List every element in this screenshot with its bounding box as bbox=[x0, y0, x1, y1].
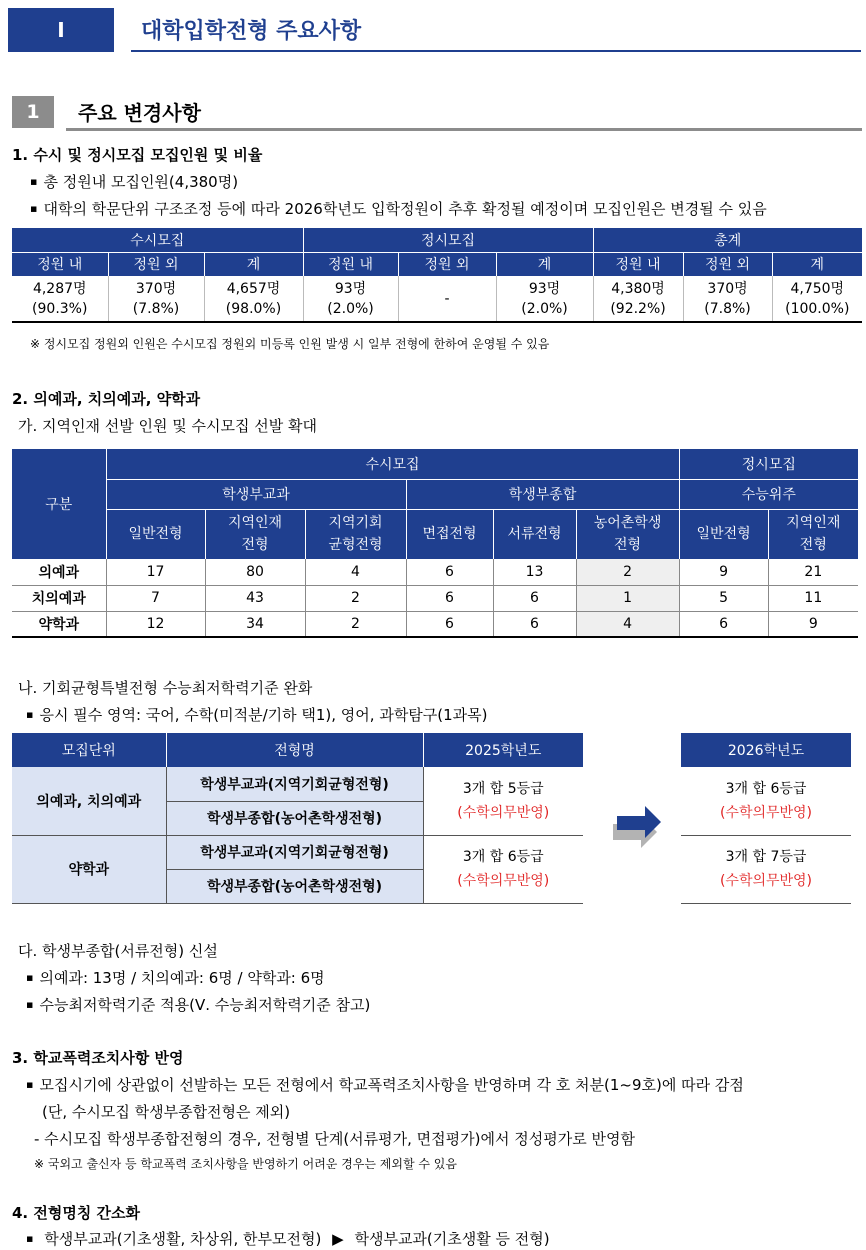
col-header: 정원 내 bbox=[303, 252, 398, 276]
quota-cell bbox=[12, 276, 108, 322]
bullet-2c-1 bbox=[26, 967, 325, 988]
cell-ratio: (2.0%) bbox=[521, 300, 568, 317]
gubun-header: 구분 bbox=[12, 449, 106, 559]
bullet-text: 총 정원내 모집인원(4,380명) bbox=[43, 173, 239, 191]
table-cell: 2 bbox=[576, 559, 679, 585]
type-cell: 학생부종합(농어촌학생전형) bbox=[166, 869, 423, 903]
med-col-row bbox=[12, 509, 858, 559]
h-unit: 모집단위 bbox=[12, 733, 166, 767]
table-cell: 6 bbox=[679, 611, 768, 637]
math-note: (수학의무반영) bbox=[457, 804, 550, 821]
h-2025: 2025학년도 bbox=[465, 743, 542, 759]
section-number: 1 bbox=[26, 101, 40, 123]
susi-header: 수시모집 bbox=[106, 449, 679, 479]
quota-cell bbox=[496, 276, 593, 322]
cell-count: 93명 bbox=[528, 280, 561, 297]
cell-count: - bbox=[444, 290, 450, 307]
col-header: 정원 내 bbox=[593, 252, 683, 276]
table-row bbox=[12, 611, 858, 637]
med-col-header bbox=[106, 509, 205, 559]
table-cell: 6 bbox=[406, 611, 493, 637]
row-header: 치의예과 bbox=[12, 585, 106, 611]
bullet-3-1-cont: (단, 수시모집 학생부종합전형은 제외) bbox=[42, 1103, 291, 1121]
chapter-title-bar bbox=[131, 8, 861, 52]
value: 3개 합 6등급 bbox=[725, 780, 807, 797]
table-cell: 4 bbox=[305, 559, 406, 585]
bullet-2b bbox=[26, 704, 488, 725]
bullet-text: 대학의 학문단위 구조조정 등에 따라 2026학년도 입학정원이 추후 확정될 예정이며 모집인원은 변경될 수 있음 bbox=[43, 200, 767, 218]
col-header: 정원 내 bbox=[12, 252, 108, 276]
bullet-1-2 bbox=[30, 198, 767, 219]
col-line: 전형 bbox=[614, 537, 642, 554]
med-col-header bbox=[205, 509, 305, 559]
quota-cell bbox=[204, 276, 303, 322]
cell-count: 4,657명 bbox=[226, 280, 281, 297]
quota-cell bbox=[303, 276, 398, 322]
bullet-text: 의예과: 13명 / 치의예과: 6명 / 약학과: 6명 bbox=[39, 969, 325, 987]
col-line: 면접전형 bbox=[422, 526, 477, 543]
bullet-2c-2 bbox=[26, 994, 370, 1015]
col-line: 농어촌학생 bbox=[593, 515, 662, 532]
value: 3개 합 5등급 bbox=[462, 780, 544, 797]
dash-3: - 수시모집 학생부종합전형의 경우, 전형별 단계(서류평가, 면접평가)에서 정성평가로 반영함 bbox=[34, 1130, 635, 1148]
col-line: 지역인재 bbox=[227, 515, 283, 532]
math-note: (수학의무반영) bbox=[457, 873, 550, 889]
unit-pharmacy: 약학과 bbox=[12, 835, 166, 903]
table-row bbox=[12, 585, 858, 611]
triangle-right-icon: ▶ bbox=[332, 1230, 344, 1248]
heading-1: 1. 수시 및 정시모집 모집인원 및 비율 bbox=[12, 146, 263, 164]
sub-a: 가. 지역인재 선발 인원 및 수시모집 선발 확대 bbox=[18, 417, 317, 435]
note-3: ※ 국외고 출신자 등 학교폭력 조치사항을 반영하기 어려운 경우는 제외할 수 있음 bbox=[34, 1157, 457, 1171]
table-cell: 2 bbox=[305, 611, 406, 637]
quota-table bbox=[12, 228, 862, 323]
col-header: 정원 외 bbox=[108, 252, 204, 276]
cell-ratio: (98.0%) bbox=[225, 300, 282, 317]
table-cell: 6 bbox=[406, 585, 493, 611]
table-cell: 43 bbox=[205, 585, 305, 611]
heading-2: 2. 의예과, 치의예과, 약학과 bbox=[12, 390, 201, 408]
jonghap-header: 학생부종합 bbox=[406, 479, 679, 509]
bullet-3-1 bbox=[26, 1074, 744, 1095]
criteria-table-2026 bbox=[681, 733, 851, 904]
table-cell: 9 bbox=[808, 615, 818, 632]
cell-ratio: (100.0%) bbox=[785, 300, 850, 317]
group-susi: 수시모집 bbox=[12, 228, 303, 252]
sub-b: 나. 기회균형특별전형 수능최저학력기준 완화 bbox=[18, 679, 313, 697]
right-arrow-icon bbox=[611, 804, 663, 848]
med-col-header bbox=[576, 509, 679, 559]
math-note: (수학의무반영) bbox=[719, 804, 813, 821]
suneung-header: 수능위주 bbox=[679, 479, 858, 509]
table-cell: 13 bbox=[493, 559, 576, 585]
col-header: 계 bbox=[810, 257, 825, 274]
group-total: 총계 bbox=[593, 228, 862, 252]
cell-count: 4,287명 bbox=[32, 280, 87, 297]
heading-4: 4. 전형명칭 간소화 bbox=[12, 1204, 141, 1222]
col-header: 정원 외 bbox=[398, 252, 496, 276]
col-line: 일반전형 bbox=[696, 526, 751, 543]
med-col-header bbox=[406, 509, 493, 559]
table-cell: 34 bbox=[205, 611, 305, 637]
val-2025-b bbox=[423, 835, 583, 903]
col-header: 정원 외 bbox=[683, 252, 772, 276]
medical-table bbox=[12, 449, 858, 638]
cell-count: 93명 bbox=[334, 280, 367, 297]
note-1: ※ 정시모집 정원외 인원은 수시모집 정원외 미등록 인원 발생 시 일부 전형에 한하여 운영될 수 있음 bbox=[30, 337, 550, 351]
quota-cell bbox=[593, 276, 683, 322]
col-line: 지역인재 bbox=[786, 515, 841, 532]
cell-ratio: (2.0%) bbox=[327, 300, 374, 317]
bullet-4-1 bbox=[26, 1228, 550, 1249]
val-2026-b bbox=[681, 835, 851, 903]
bullet-text: 응시 필수 영역: 국어, 수학(미적분/기하 택1), 영어, 과학탐구(1과목) bbox=[39, 706, 488, 724]
cell-count: 370명 bbox=[135, 280, 177, 297]
col-line: 균형전형 bbox=[328, 537, 383, 554]
jeongsi-header: 정시모집 bbox=[679, 449, 858, 479]
section-title: 주요 변경사항 bbox=[78, 101, 201, 125]
table-cell: 1 bbox=[576, 585, 679, 611]
value: 3개 합 6등급 bbox=[462, 849, 544, 865]
type-cell: 학생부교과(지역기회균형전형) bbox=[166, 835, 423, 869]
quota-cell bbox=[772, 276, 862, 322]
name-to: 학생부교과(기초생활 등 전형) bbox=[354, 1230, 550, 1248]
table-cell: 7 bbox=[106, 585, 205, 611]
quota-cell bbox=[108, 276, 204, 322]
heading-3: 3. 학교폭력조치사항 반영 bbox=[12, 1049, 184, 1067]
col-header: 계 bbox=[496, 252, 593, 276]
med-body bbox=[12, 559, 858, 637]
chapter-number: I bbox=[57, 18, 65, 42]
col-header: 계 bbox=[204, 252, 303, 276]
table-cell: 11 bbox=[804, 590, 823, 606]
unit-medical: 의예과, 치의예과 bbox=[12, 767, 166, 835]
table-cell: 6 bbox=[493, 611, 576, 637]
med-col-header bbox=[768, 509, 858, 559]
quota-cell bbox=[683, 276, 772, 322]
row-header: 약학과 bbox=[12, 611, 106, 637]
cell-count: 370명 bbox=[707, 280, 748, 297]
table-cell: 17 bbox=[106, 559, 205, 585]
h-type: 전형명 bbox=[166, 733, 423, 767]
val-2026-a bbox=[681, 767, 851, 835]
table-cell: 6 bbox=[493, 585, 576, 611]
bullet-text: 수능최저학력기준 적용(Ⅴ. 수능최저학력기준 참고) bbox=[39, 996, 371, 1014]
criteria-table bbox=[12, 733, 583, 904]
quota-cell bbox=[398, 276, 496, 322]
cell-ratio: (7.8%) bbox=[704, 300, 751, 317]
table-cell: 2 bbox=[305, 585, 406, 611]
math-note: (수학의무반영) bbox=[719, 873, 813, 889]
col-line: 서류전형 bbox=[507, 526, 562, 543]
gyogwa-header: 학생부교과 bbox=[106, 479, 406, 509]
type-cell: 학생부종합(농어촌학생전형) bbox=[166, 801, 423, 835]
h-2026: 2026학년도 bbox=[727, 743, 805, 759]
cell-ratio: (92.2%) bbox=[610, 300, 666, 317]
section-rule bbox=[66, 128, 862, 131]
table-cell: 80 bbox=[205, 559, 305, 585]
col-line: 일반전형 bbox=[128, 526, 183, 543]
table-row bbox=[12, 559, 858, 585]
med-col-header bbox=[679, 509, 768, 559]
chapter-title: 대학입학전형 주요사항 bbox=[141, 19, 362, 44]
med-col-header bbox=[305, 509, 406, 559]
col-line: 전형 bbox=[241, 537, 269, 554]
table-cell: 21 bbox=[804, 563, 823, 580]
cell-ratio: (90.3%) bbox=[32, 300, 88, 317]
value: 3개 합 7등급 bbox=[725, 849, 807, 865]
sub-c: 다. 학생부종합(서류전형) 신설 bbox=[18, 942, 218, 960]
cell-count: 4,750명 bbox=[790, 280, 845, 297]
val-2025-a bbox=[423, 767, 583, 835]
table-cell: 6 bbox=[406, 559, 493, 585]
quota-row bbox=[12, 276, 862, 322]
bullet-text: 모집시기에 상관없이 선발하는 모든 전형에서 학교폭력조치사항을 반영하며 각 호 처분(1~9호)에 따라 감점 bbox=[39, 1076, 744, 1094]
col-line: 지역기회 bbox=[328, 515, 383, 532]
bullet-1-1 bbox=[30, 171, 238, 192]
cell-ratio: (7.8%) bbox=[132, 300, 180, 317]
table-cell: 4 bbox=[576, 611, 679, 637]
col-line: 전형 bbox=[799, 537, 827, 554]
table-cell: 9 bbox=[679, 559, 768, 585]
group-jeongsi: 정시모집 bbox=[303, 228, 593, 252]
row-header: 의예과 bbox=[12, 559, 106, 585]
cell-count: 4,380명 bbox=[611, 280, 665, 297]
type-cell: 학생부교과(지역기회균형전형) bbox=[166, 767, 423, 801]
med-col-header bbox=[493, 509, 576, 559]
table-cell: 5 bbox=[679, 585, 768, 611]
section-number-box bbox=[12, 96, 54, 128]
chapter-number-box bbox=[8, 8, 114, 52]
table-cell: 12 bbox=[106, 611, 205, 637]
name-from: 학생부교과(기초생활, 차상위, 한부모전형) bbox=[44, 1230, 322, 1248]
